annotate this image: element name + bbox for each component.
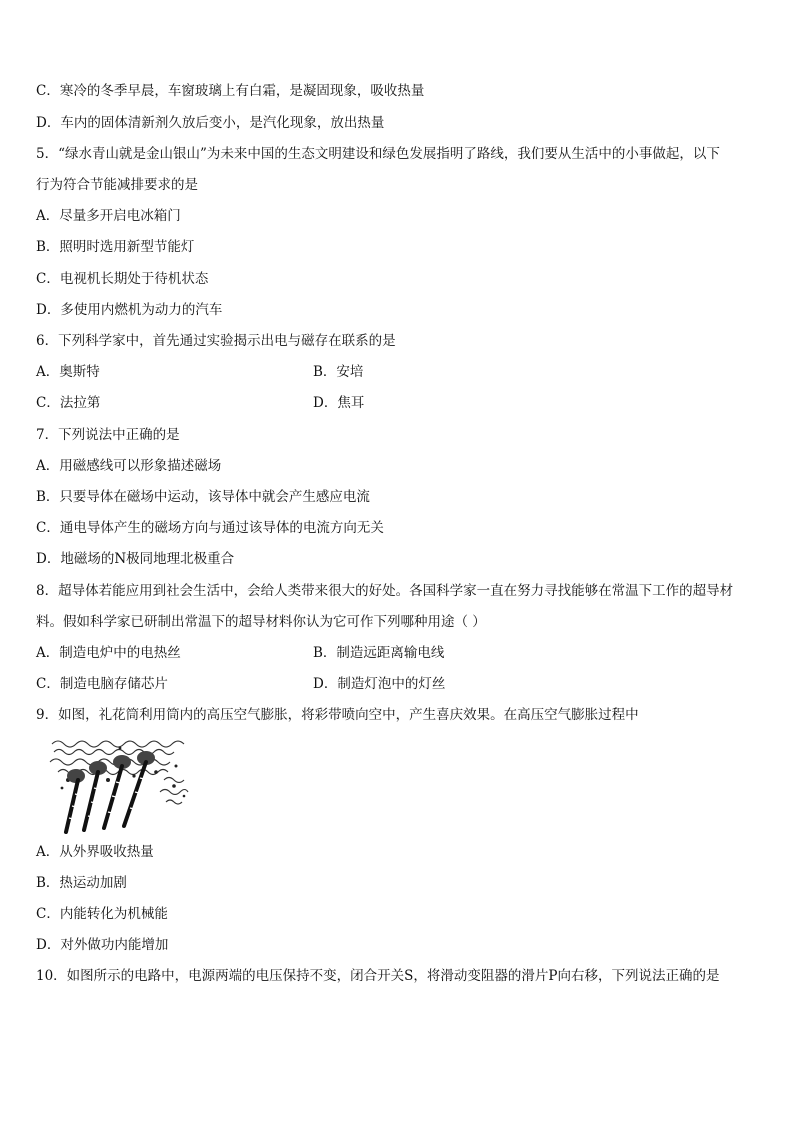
q8-stem-line1: 8．超导体若能应用到社会生活中，会给人类带来很大的好处。各国科学家一直在努力寻找能够在常温下工作的超导材 <box>36 583 734 599</box>
q9-stem: 9．如图，礼花筒利用筒内的高压空气膨胀，将彩带喷向空中，产生喜庆效果。在高压空气膨胀过程中 <box>36 707 639 723</box>
q9-option-a: A．从外界吸收热量 <box>36 844 154 860</box>
q5-stem-line2: 行为符合节能减排要求的是 <box>36 177 198 193</box>
q5-option-b: B．照明时选用新型节能灯 <box>36 239 195 255</box>
q10-stem: 10．如图所示的电路中，电源两端的电压保持不变，闭合开关S，将滑动变阻器的滑片P向右移，下列说法正确的是 <box>36 968 720 984</box>
q5-stem-line1: 5．“绿水青山就是金山银山”为未来中国的生态文明建设和绿色发展指明了路线，我们要从生活中的小事做起，以下 <box>36 146 720 162</box>
q5-option-a: A．尽量多开启电冰箱门 <box>36 208 181 224</box>
q8-option-d: D．制造灯泡中的灯丝 <box>313 676 446 692</box>
q8-option-a: A．制造电炉中的电热丝 <box>36 645 181 661</box>
q4-option-c: C．寒冷的冬季早晨，车窗玻璃上有白霜，是凝固现象，吸收热量 <box>36 83 425 99</box>
q7-option-b: B．只要导体在磁场中运动，该导体中就会产生感应电流 <box>36 489 370 505</box>
q9-option-c: C．内能转化为机械能 <box>36 906 168 922</box>
q5-option-c: C．电视机长期处于待机状态 <box>36 271 209 287</box>
q7-option-c: C．通电导体产生的磁场方向与通过该导体的电流方向无关 <box>36 520 384 536</box>
q9-option-b: B．热运动加剧 <box>36 875 127 891</box>
q8-option-b: B．制造远距离输电线 <box>313 645 445 661</box>
q9-option-d: D．对外做功内能增加 <box>36 937 169 953</box>
q7-option-d: D．地磁场的N极同地理北极重合 <box>36 551 235 567</box>
q7-option-a: A．用磁感线可以形象描述磁场 <box>36 458 222 474</box>
q8-option-c: C．制造电脑存储芯片 <box>36 676 168 692</box>
q6-option-a: A．奥斯特 <box>36 364 100 380</box>
q7-stem: 7．下列说法中正确的是 <box>36 427 180 443</box>
party-popper-figure <box>48 736 190 834</box>
q5-option-d: D．多使用内燃机为动力的汽车 <box>36 302 223 318</box>
q6-option-b: B．安培 <box>313 364 364 380</box>
q6-option-c: C．法拉第 <box>36 395 101 411</box>
q4-option-d: D．车内的固体清新剂久放后变小，是汽化现象，放出热量 <box>36 115 385 131</box>
q8-stem-line2: 料。假如科学家已研制出常温下的超导材料你认为它可作下列哪种用途（ ） <box>36 614 486 630</box>
q6-option-d: D．焦耳 <box>313 395 365 411</box>
q6-stem: 6．下列科学家中，首先通过实验揭示出电与磁存在联系的是 <box>36 333 396 349</box>
